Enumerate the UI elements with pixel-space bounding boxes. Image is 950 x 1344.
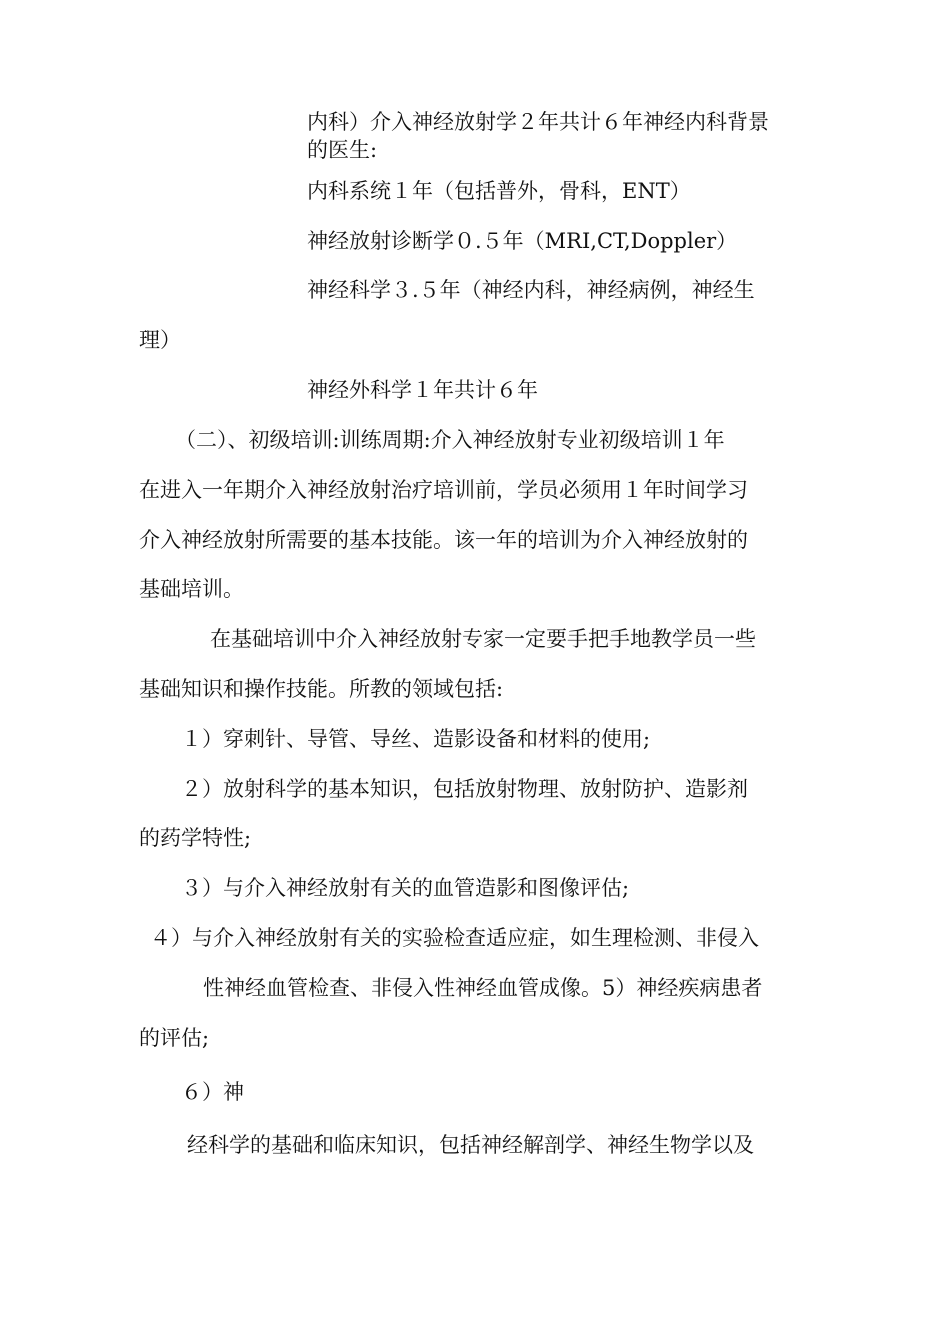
- list-item: ２）放射科学的基本知识，包括放射物理、放射防护、造影剂: [181, 777, 748, 801]
- text-line: 在基础培训中介入神经放射专家一定要手把手地教学员一些: [210, 627, 756, 651]
- text-line: 的医生:: [307, 138, 378, 162]
- list-item: １）穿刺针、导管、导丝、造影设备和材料的使用;: [181, 727, 651, 751]
- text-line: 神经科学３.５年（神经内科，神经病例，神经生: [307, 278, 755, 302]
- text-line: 的评估;: [139, 1026, 210, 1050]
- text-line: 神经外科学１年共计６年: [307, 378, 538, 402]
- text-line: 理）: [139, 328, 181, 352]
- section-heading: （二）、初级培训:训练周期:介入神经放射专业初级培训１年: [175, 428, 725, 452]
- text-line: 经科学的基础和临床知识，包括神经解剖学、神经生物学以及: [187, 1133, 754, 1157]
- text-line: 基础培训。: [139, 577, 244, 601]
- text-line: 神经放射诊断学０.５年（MRI,CT,Doppler）: [307, 229, 738, 253]
- list-item: ４）与介入神经放射有关的实验检查适应症，如生理检测、非侵入: [150, 926, 759, 950]
- list-item: ６）神: [181, 1080, 244, 1104]
- text-line: 在进入一年期介入神经放射治疗培训前，学员必须用１年时间学习: [139, 478, 748, 502]
- text-line: 性神经血管检查、非侵入性神经血管成像。5）神经疾病患者: [203, 976, 763, 1000]
- text-line: 介入神经放射所需要的基本技能。该一年的培训为介入神经放射的: [139, 528, 748, 552]
- text-line: 的药学特性;: [139, 826, 252, 850]
- text-line: 内科系统１年（包括普外，骨科，ENT）: [307, 179, 691, 203]
- list-item: ３）与介入神经放射有关的血管造影和图像评估;: [181, 876, 630, 900]
- text-line: 基础知识和操作技能。所教的领域包括:: [139, 677, 504, 701]
- text-line: 内科）介入神经放射学２年共计６年神经内科背景: [307, 110, 769, 134]
